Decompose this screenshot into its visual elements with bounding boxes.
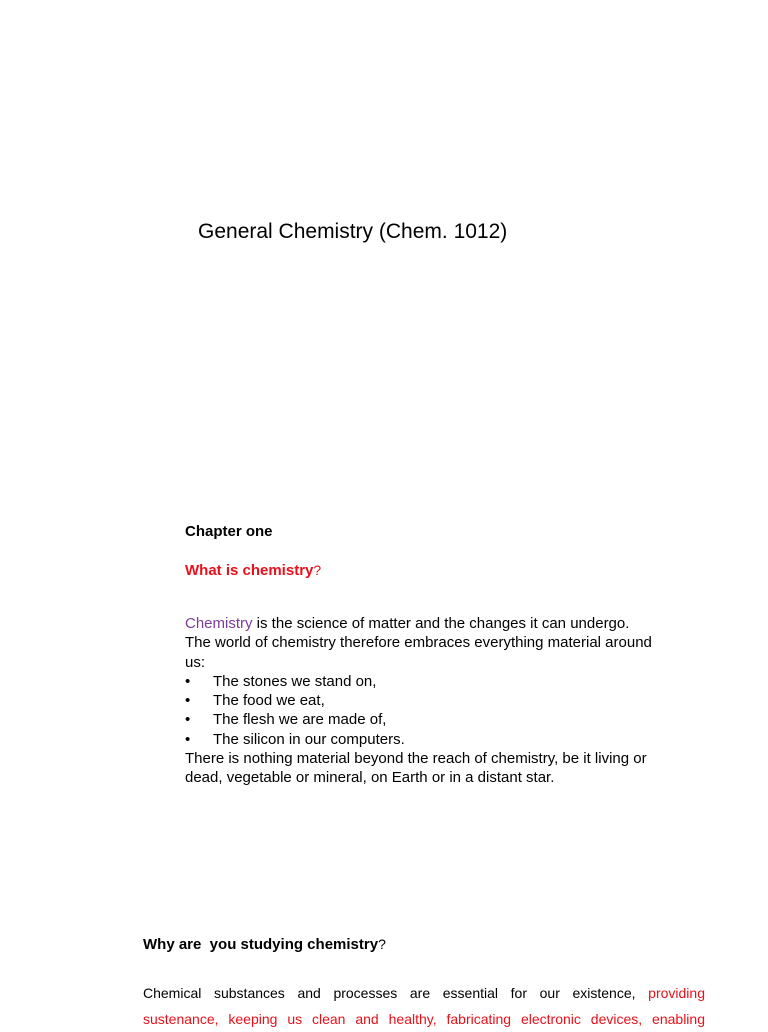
intro-definition: is the science of matter and the changes it can undergo. (252, 615, 630, 632)
why-paragraph-text: Chemical substances and processes are essential for our existence, (143, 985, 649, 1001)
question-why-study (143, 936, 386, 953)
bullet-symbol: • (185, 711, 191, 729)
bullet-item (185, 672, 675, 691)
intro-paragraph (185, 614, 675, 788)
bullet-item (185, 730, 675, 749)
document-title: General Chemistry (Chem. 1012) (198, 220, 508, 243)
why-highlight-2: sustenance, keeping us clean and healthy, fabricating electronic devices, enabling (143, 1011, 705, 1027)
intro-first-line (185, 614, 675, 633)
bullet-item (185, 691, 675, 710)
intro-closing: There is nothing material beyond the reach of chemistry, be it living or dead, vegetable or mineral, on Earth or in a distant star. (185, 750, 647, 787)
bullet-symbol: • (185, 730, 191, 748)
question-text: What is chemistry (185, 562, 314, 579)
bullet-text: The flesh we are made of, (213, 711, 387, 729)
bullet-symbol: • (185, 672, 191, 690)
chemistry-term: Chemistry (185, 615, 253, 632)
question-mark: ? (313, 562, 322, 578)
intro-second-line: The world of chemistry therefore embraces everything material around us: (185, 634, 652, 671)
question-text: Why are you studying chemistry (143, 936, 379, 953)
why-paragraph (143, 980, 705, 1032)
bullet-text: The food we eat, (213, 692, 325, 710)
question-what-is-chemistry (185, 562, 321, 579)
why-highlight-1: providing (648, 985, 705, 1001)
bullet-text: The stones we stand on, (213, 672, 377, 690)
question-mark: ? (378, 936, 386, 952)
bullet-text: The silicon in our computers. (213, 730, 405, 748)
bullet-symbol: • (185, 692, 191, 710)
chapter-heading: Chapter one (185, 523, 273, 540)
bullet-item (185, 710, 675, 729)
